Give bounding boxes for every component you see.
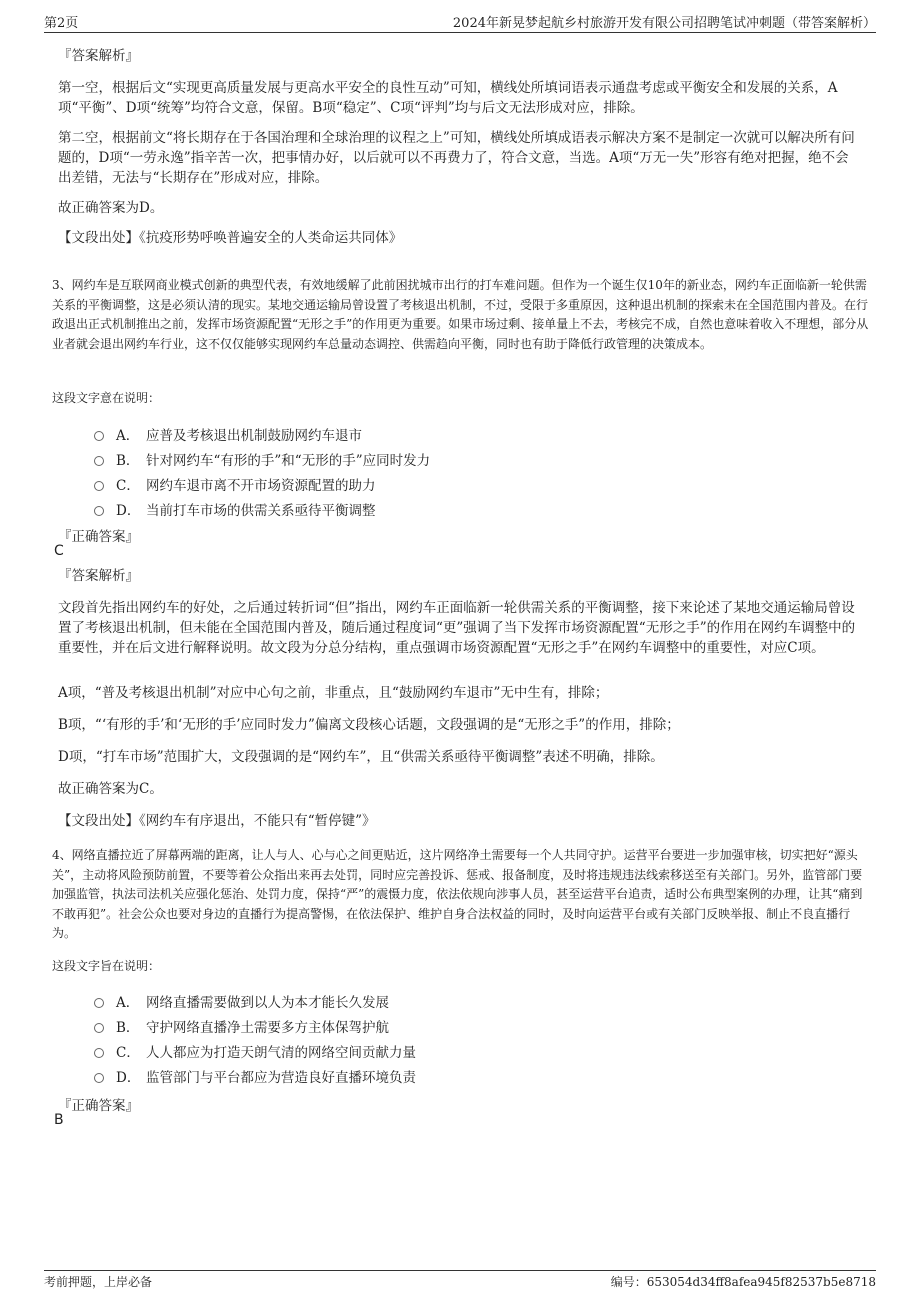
page-header bbox=[44, 10, 876, 33]
option-letter: C． bbox=[116, 478, 140, 494]
analysis-paragraph: 文段首先指出网约车的好处，之后通过转折词“但”指出，网约车正面临新一轮供需关系的平衡调整，接下来论述了某地交通运输局曾设置了考核退出机制，但未能在全国范围内普及，随后通过程度词“更”强调了当下发挥市场资源配置“无形之手”的作用在网约车调整中的重要性，并在后文进行解释说明。故文段为分总分结构，重点强调市场资源配置“无形之手”在网约车调整中的重要性，对应C项。 bbox=[58, 600, 856, 656]
radio-icon[interactable] bbox=[94, 481, 104, 491]
option-letter: D． bbox=[116, 503, 141, 519]
radio-icon[interactable] bbox=[94, 431, 104, 441]
option-text: 守护网络直播净土需要多方主体保驾护航 bbox=[146, 1020, 389, 1036]
radio-icon[interactable] bbox=[94, 1023, 104, 1033]
option-explanation: A项，“普及考核退出机制”对应中心句之前，非重点，且“鼓励网约车退市”无中生有，排除； bbox=[58, 685, 609, 701]
option-letter: B． bbox=[116, 453, 140, 469]
option-a[interactable] bbox=[94, 424, 362, 444]
option-b[interactable] bbox=[94, 1016, 389, 1036]
option-a[interactable] bbox=[94, 991, 389, 1011]
page-footer bbox=[44, 1270, 876, 1291]
document-title: 2024年新晃梦起航乡村旅游开发有限公司招聘笔试冲刺题（带答案解析） bbox=[452, 16, 876, 31]
option-b[interactable] bbox=[94, 449, 430, 469]
option-c[interactable] bbox=[94, 474, 376, 494]
correct-answer-tag: 『正确答案』 bbox=[58, 529, 139, 545]
option-c[interactable] bbox=[94, 1041, 416, 1061]
option-d[interactable] bbox=[94, 499, 376, 519]
option-letter: D． bbox=[116, 1070, 141, 1086]
document-code: 编号：653054d34ff8afea945f82537b5e8718 bbox=[610, 1275, 876, 1289]
option-text: 网约车退市离不开市场资源配置的助力 bbox=[146, 478, 376, 494]
source-citation: 【文段出处】《抗疫形势呼唤普遍安全的人类命运共同体》 bbox=[58, 230, 403, 246]
radio-icon[interactable] bbox=[94, 1048, 104, 1058]
option-explanation: D项，“打车市场”范围扩大，文段强调的是“网约车”，且“供需关系亟待平衡调整”表述不明确，排除。 bbox=[58, 749, 664, 765]
analysis-paragraph: 第一空，根据后文“实现更高质量发展与更高水平安全的良性互动”可知，横线处所填词语表示通盘考虑或平衡安全和发展的关系，A项“平衡”、D项“统筹”均符合文意，保留。B项“稳定”、C项“评判”均与后文无法形成对应，排除。 bbox=[58, 80, 838, 116]
analysis-tag: 『答案解析』 bbox=[58, 48, 139, 64]
answer-conclusion: 故正确答案为C。 bbox=[58, 781, 163, 797]
radio-icon[interactable] bbox=[94, 456, 104, 466]
option-text: 监管部门与平台都应为营造良好直播环境负责 bbox=[146, 1070, 416, 1086]
correct-answer: C bbox=[54, 543, 64, 559]
radio-icon[interactable] bbox=[94, 1073, 104, 1083]
question-prompt: 这段文字意在说明： bbox=[52, 391, 161, 405]
analysis-paragraph: 第二空，根据前文“将长期存在于各国治理和全球治理的议程之上”可知，横线处所填成语表示解决方案不是制定一次就可以解决所有问题的，D项“一劳永逸”指辛苦一次，把事情办好，以后就可以不再费力了，符合文意，当选。A项“万无一失”形容有绝对把握，绝不会出差错，无法与“长期存在”形成对应，排除。 bbox=[58, 130, 855, 186]
question-stem: 4、网络直播拉近了屏幕两端的距离，让人与人、心与心之间更贴近，这片网络净土需要每一个人共同守护。运营平台要进一步加强审核，切实把好“源头关”，主动将风险预防前置，不要等着公众指出来再去处罚，同时应完善投诉、惩戒、报备制度，及时将违规违法线索移送至有关部门。另外，监管部门要加强监管，执法司法机关应强化惩治、处罚力度，保持“严”的震慑力度，依法依规向涉事人员，甚至运营平台追责，适时公布典型案例的办理，让其“痛到不敢再犯”。社会公众也要对身边的直播行为提高警惕，在依法保护、维护自身合法权益的同时，及时向运营平台或有关部门反映举报、制止不良直播行为。 bbox=[52, 848, 863, 940]
option-d[interactable] bbox=[94, 1066, 416, 1086]
question-prompt: 这段文字旨在说明： bbox=[52, 959, 161, 973]
radio-icon[interactable] bbox=[94, 506, 104, 516]
option-letter: C． bbox=[116, 1045, 140, 1061]
radio-icon[interactable] bbox=[94, 998, 104, 1008]
option-letter: B． bbox=[116, 1020, 140, 1036]
correct-answer: B bbox=[54, 1112, 64, 1128]
option-text: 应普及考核退出机制鼓励网约车退市 bbox=[146, 428, 362, 444]
answer-conclusion: 故正确答案为D。 bbox=[58, 200, 164, 216]
page-number: 第2页 bbox=[44, 16, 79, 31]
option-text: 人人都应为打造天朗气清的网络空间贡献力量 bbox=[146, 1045, 416, 1061]
analysis-tag: 『答案解析』 bbox=[58, 568, 139, 584]
option-explanation: B项，“‘有形的手’和‘无形的手’应同时发力”偏离文段核心话题，文段强调的是“无形之手”的作用，排除； bbox=[58, 717, 680, 733]
option-letter: A． bbox=[116, 995, 140, 1011]
option-text: 网络直播需要做到以人为本才能长久发展 bbox=[146, 995, 389, 1011]
option-text: 针对网约车“有形的手”和“无形的手”应同时发力 bbox=[146, 453, 431, 469]
footer-slogan: 考前押题，上岸必备 bbox=[44, 1275, 153, 1289]
option-letter: A． bbox=[116, 428, 140, 444]
option-text: 当前打车市场的供需关系亟待平衡调整 bbox=[146, 503, 376, 519]
correct-answer-tag: 『正确答案』 bbox=[58, 1098, 139, 1114]
question-stem: 3、网约车是互联网商业模式创新的典型代表，有效地缓解了此前困扰城市出行的打车难问题。但作为一个诞生仅10年的新业态，网约车正面临新一轮供需关系的平衡调整，这是必须认清的现实。某地交通运输局曾设置了考核退出机制，不过，受限于多重原因，这种退出机制的探索未在全国范围内普及。在行政退出正式机制推出之前，发挥市场资源配置“无形之手”的作用更为重要。如果市场过剩、接单量上不去，考核完不成，自然也意味着收入不理想，部分从业者就会退出网约车行业，这不仅仅能够实现网约车总量动态调控、供需趋向平衡，同时也有助于降低行政管理的决策成本。 bbox=[52, 278, 869, 351]
source-citation: 【文段出处】《网约车有序退出，不能只有“暂停键”》 bbox=[58, 813, 376, 829]
